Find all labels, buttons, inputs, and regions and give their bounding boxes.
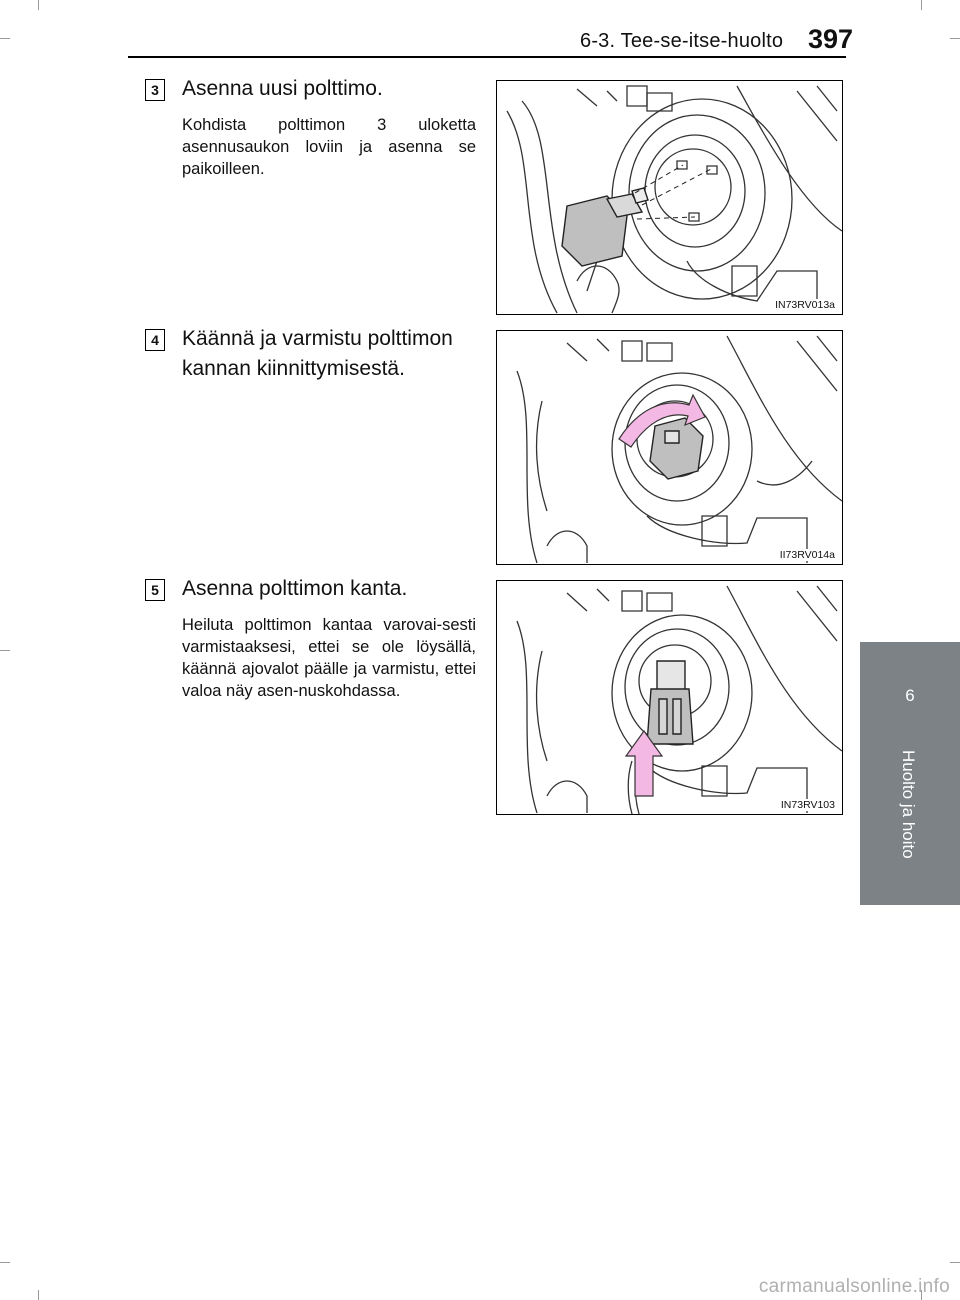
figure-install-bulb xyxy=(496,80,843,315)
watermark-url: carmanualsonline.info xyxy=(758,1276,950,1297)
chapter-tab xyxy=(860,642,960,905)
crop-mark xyxy=(0,38,10,39)
step-description: Kohdista polttimon 3 uloketta asennusaukon loviin ja asenna se paikoilleen. xyxy=(182,116,476,178)
crop-mark xyxy=(950,1262,960,1263)
crop-mark xyxy=(0,650,10,651)
step-title: Käännä ja varmistu polttimon kannan kiinnittymisestä. xyxy=(182,327,453,380)
crop-mark xyxy=(921,0,922,10)
figure-install-socket xyxy=(496,580,843,815)
chapter-label: Huolto ja hoito xyxy=(899,750,918,859)
figure-code: IN73RV013a xyxy=(775,299,835,311)
crop-mark xyxy=(38,0,39,10)
step-title: Asenna polttimon kanta. xyxy=(182,577,408,600)
figure-code: IN73RV103 xyxy=(780,799,835,811)
step-number: 5 xyxy=(145,579,165,601)
crop-mark xyxy=(0,1262,10,1263)
chapter-number: 6 xyxy=(905,686,915,705)
figure-rotate-bulb xyxy=(496,330,843,565)
headlight-illustration xyxy=(497,581,842,814)
header-rule xyxy=(128,56,846,58)
section-title: 6-3. Tee-se-itse-huolto xyxy=(580,30,784,52)
figure-code: II73RV014a xyxy=(779,549,835,561)
step-number: 4 xyxy=(145,329,165,351)
crop-mark xyxy=(38,1290,39,1300)
page-number: 397 xyxy=(808,24,854,54)
crop-mark xyxy=(950,38,960,39)
step-description: Heiluta polttimon kantaa varovai-sesti varmistaaksesi, ettei se ole löysällä, käännä ajovalot päälle ja varmistu, ettei valoa näy asen-nuskohdassa. xyxy=(182,616,476,700)
headlight-illustration xyxy=(497,331,842,564)
step-title: Asenna uusi polttimo. xyxy=(182,77,383,100)
headlight-illustration xyxy=(497,81,842,314)
step-number: 3 xyxy=(145,79,165,101)
